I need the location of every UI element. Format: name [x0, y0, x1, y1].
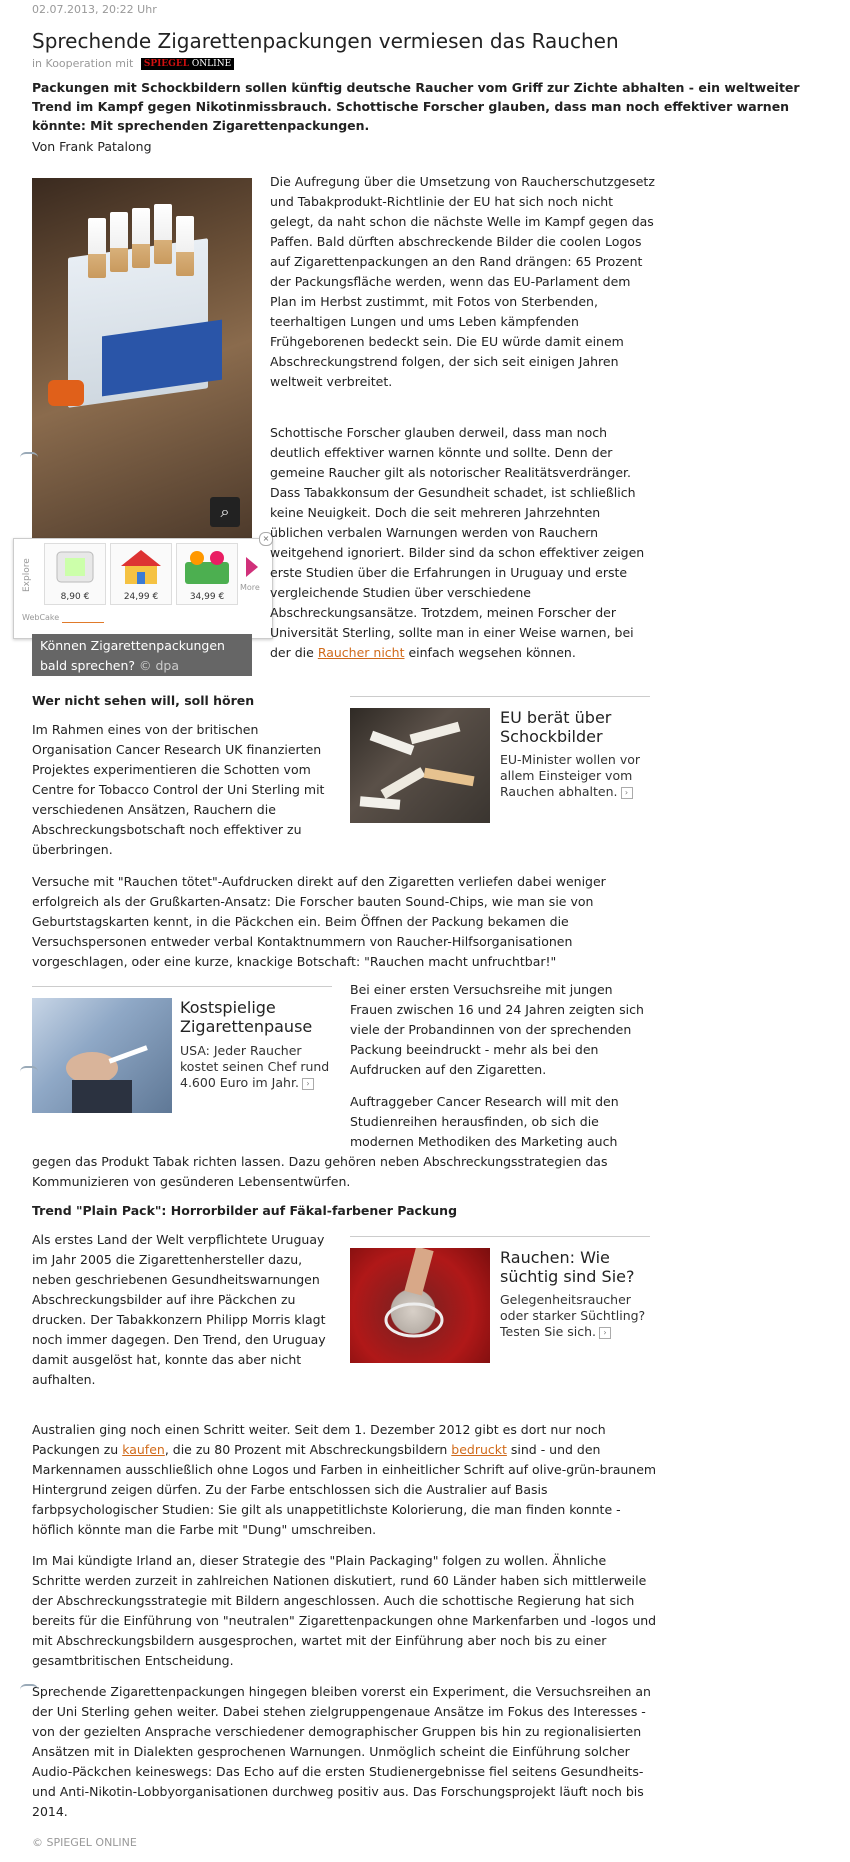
- dateline: 02.07.2013, 20:22 Uhr: [32, 3, 157, 16]
- teaser-image[interactable]: [350, 708, 490, 823]
- margin-mark: [20, 1066, 38, 1072]
- product-playset-icon: [177, 544, 237, 590]
- teaser-text: EU-Minister wollen vor allem Einsteiger vom Rauchen abhalten. ›: [500, 752, 641, 799]
- product-price: 34,99 €: [189, 592, 225, 602]
- webcake-brand[interactable]: WebCake: [22, 613, 60, 622]
- more-arrow-icon[interactable]: ›: [621, 787, 633, 799]
- cigarette-shape: [176, 216, 194, 276]
- paragraph: Im Mai kündigte Irland an, dieser Strategie des "Plain Packaging" folgen zu wollen. Ähnliche Schritte werden zurzeit in zahlreichen Nationen diskutiert, rund 60 Länder haben sich mittlerweile der Abschreckungsstrategie mit Bildern angeschlossen. Auch die schottische Regierung hat sich bereits für die Einführung von "neutralen" Zigarettenpackungen ohne Markenfarben und -logos und mit Abschreckungsbildern ausgesprochen, wartet mit der Einführung aber noch bis zu einer gesamtbritischen Entscheidung.: [32, 1553, 657, 1668]
- paragraph: Im Rahmen eines von der britischen Organisation Cancer Research UK finanzierten Projektes experimentieren die Schotten vom Centre for Tobacco Control der Uni Sterling mit verschiedenen Ansätzen, Rauchern die Abschreckungsbotschaft noch effektiver zu überbringen.: [32, 722, 325, 857]
- ad-product-1[interactable]: [44, 543, 106, 605]
- cigarette-shape: [154, 204, 172, 264]
- teaser-divider: [350, 1236, 650, 1237]
- teaser-text: USA: Jeder Raucher kostet seinen Chef rund 4.600 Euro im Jahr. ›: [180, 1043, 330, 1090]
- teaser-image[interactable]: [32, 998, 172, 1113]
- cooperation-label: in Kooperation mit: [32, 57, 134, 70]
- product-price: 8,90 €: [60, 592, 90, 602]
- subheading: Wer nicht sehen will, soll hören: [32, 693, 255, 708]
- paragraph: Schottische Forscher glauben derweil, dass man noch deutlich effektiver warnen könnte und sollte. Denn der gemeine Raucher gilt als notorischer Realitätsverdränger. Dass Tabakkonsum der Gesundheit schadet, ist schließlich keine Neuigkeit. Doch die seit mehreren Jahrzehnten üblichen verbalen Warnungen werden von Rauchern weitgehend ignoriert. Bilder sind da schon effektiver zeigen erste Studien über die Erfahrungen in Uruguay und erste vergleichende Studien über verschiedene Abschreckungsansätze. Trotzdem, meinen Forscher der Universität Sterling, sollte man in einer Weise warnen, bei der die Raucher nicht einfach wegsehen können.: [270, 425, 645, 660]
- paragraph: Die Aufregung über die Umsetzung von Raucherschutzgesetz und Tabakprodukt-Richtlinie der EU hat sich noch nicht gelegt, da naht schon die nächste Welle im Kampf gegen das Paffen. Bald dürften abschreckende Bilder die coolen Logos auf Zigarettenpackungen an den Rand drängen: 65 Prozent der Packungsfläche werden, wenn das EU-Parlament dem Plan im Herbst zustimmt, mit Fotos von Sterbenden, teerhaltigen Lungen und ums Leben kämpfenden Frühgeborenen bedeckt sein. Die EU würde damit einem Abschreckungstrend folgen, der sich seit einigen Jahren weltweit verbreitet.: [270, 174, 655, 389]
- paragraph: Versuche mit "Rauchen tötet"-Aufdrucken direkt auf den Zigaretten verliefen dabei weniger erfolgreich als der Grußkarten-Ansatz: Die Forscher bauten Sound-Chips, wie man sie von Geburtstagskarten kennt, in die Päckchen ein. Beim Öffnen der Packung bekamen die Versuchspersonen entweder verbal Kontaktnummern von Raucher-Hilfsorganisationen vorgeschlagen, oder eine kurze, knackige Botschaft: "Rauchen macht unfruchtbar!": [32, 874, 606, 969]
- product-price: 24,99 €: [123, 592, 159, 602]
- inline-link[interactable]: bedruckt: [451, 1442, 507, 1457]
- cigarette-shape: [88, 218, 106, 278]
- caption-credit: © dpa: [139, 658, 180, 673]
- brand-underline: [62, 622, 104, 623]
- teaser-divider: [350, 696, 650, 697]
- product-toilet-roll-icon: [45, 544, 105, 590]
- teaser-title[interactable]: Rauchen: Wie süchtig sind Sie?: [500, 1248, 635, 1286]
- cigarette-shape: [132, 208, 150, 268]
- teaser-title[interactable]: EU berät über Schockbilder: [500, 708, 612, 746]
- teaser-title[interactable]: Kostspielige Zigarettenpause: [180, 998, 313, 1036]
- ad-product-2[interactable]: [110, 543, 172, 605]
- inline-link[interactable]: Raucher nicht: [317, 645, 405, 660]
- explore-label: Explore: [22, 558, 32, 592]
- cooperation-line: [32, 57, 234, 70]
- more-arrow-icon[interactable]: ›: [302, 1078, 314, 1090]
- teaser-divider: [32, 986, 332, 987]
- footer-copyright: © SPIEGEL ONLINE: [32, 1836, 137, 1849]
- hero-caption: [32, 634, 252, 676]
- article-lead: Packungen mit Schockbildern sollen künftig deutsche Raucher vom Griff zur Zichte abhalten - ein weltweiter Trend im Kampf gegen Nikotinmissbrauch. Schottische Forscher glauben, dass man noch effektiver warnen könnte: Mit sprechenden Zigarettenpackungen.: [32, 80, 800, 133]
- smoker-hand-icon: [32, 998, 172, 1113]
- teaser-text: Gelegenheitsraucher oder starker Süchtling? Testen Sie sich. ›: [500, 1292, 646, 1339]
- lighter-shape: [48, 380, 84, 406]
- article-headline: Sprechende Zigarettenpackungen vermiesen das Rauchen: [32, 29, 619, 53]
- inline-link[interactable]: kaufen: [122, 1442, 165, 1457]
- spiegel-online-logo[interactable]: SPIEGEL ONLINE: [141, 58, 234, 70]
- paragraph: Auftraggeber Cancer Research will mit den Studienreihen herausfinden, ob sich die modernen Methodiken des Marketing auch: [350, 1094, 619, 1149]
- product-playhouse-icon: [111, 544, 171, 590]
- paragraph: Sprechende Zigarettenpackungen hingegen bleiben vorerst ein Experiment, die Versuchsreihen an der Uni Sterling gehen weiter. Dabei stehen zielgruppengenaue Ansätze im Fokus des Interesses - von der gezielten Ansprache verschiedener demographischer Gruppen bis hin zu regionalisierten Ansätzen mit in Dialekten gesprochenen Warnungen. Unmöglich scheint die Einführung solcher Audio-Päckchen keineswegs: Das Echo auf die ersten Studienergebnisse fiel seitens Gesundheits- und Anti-Nikotin-Lobbyorganisationen durchweg positiv aus. Das Forschungsprojekt läuft noch bis 2014.: [32, 1684, 651, 1819]
- cigarette-butts-icon: [350, 708, 490, 823]
- paragraph: gegen das Produkt Tabak richten lassen. Dazu gehören neben Abschreckungsstrategien das Kommunizieren von gesünderen Lebensentwürfen.: [32, 1154, 608, 1189]
- more-arrow-icon[interactable]: ›: [599, 1327, 611, 1339]
- webcake-ad[interactable]: [13, 534, 273, 639]
- close-icon[interactable]: ×: [259, 532, 273, 546]
- next-arrow-icon[interactable]: [246, 557, 258, 577]
- paragraph: Australien ging noch einen Schritt weiter. Seit dem 1. Dezember 2012 gibt es dort nur noch Packungen zu kaufen, die zu 80 Prozent mit Abschreckungsbildern bedruckt sind - und den Markennamen ausschließlich ohne Logos und Farben in einheitlicher Schrift auf olive-grün-braunem Hintergrund zeigen dürfen. Zu der Farbe entschlossen sich die Australier auf Basis farbpsychologischer Studien: Sie gilt als unappetitlichste Kolorierung, die man finden konnte - höflich könnte man die Farbe mit "Dung" umschreiben.: [32, 1422, 657, 1537]
- ashtray-hand-icon: [350, 1248, 490, 1363]
- teaser-image[interactable]: [350, 1248, 490, 1363]
- hero-image[interactable]: [32, 178, 252, 538]
- cigarette-shape: [110, 212, 128, 272]
- margin-mark: [20, 1684, 38, 1690]
- margin-mark: [20, 452, 38, 458]
- paragraph: Bei einer ersten Versuchsreihe mit jungen Frauen zwischen 16 und 24 Jahren zeigten sich viele der Probandinnen von der sprechenden Packung beeindruckt - mehr als bei den Aufdrucken auf den Zigaretten.: [350, 982, 644, 1077]
- subheading: Trend "Plain Pack": Horrorbilder auf Fäkal-farbener Packung: [32, 1203, 458, 1218]
- ad-product-3[interactable]: [176, 543, 238, 605]
- more-label[interactable]: More: [240, 583, 260, 592]
- paragraph: Als erstes Land der Welt verpflichtete Uruguay im Jahr 2005 die Zigarettenhersteller dazu, neben geschriebenen Gesundheitswarnungen Abschreckungsbilder auf ihre Päckchen zu drucken. Der Tabakkonzern Philipp Morris klagt noch immer dagegen. Den Trend, den Uruguay damit ausgelöst hat, konnte das aber nicht aufhalten.: [32, 1232, 326, 1387]
- author-line: Von Frank Patalong: [32, 139, 152, 154]
- caption-text: Können Zigarettenpackungen bald sprechen?: [40, 638, 225, 673]
- zoom-icon[interactable]: ⌕: [210, 497, 240, 527]
